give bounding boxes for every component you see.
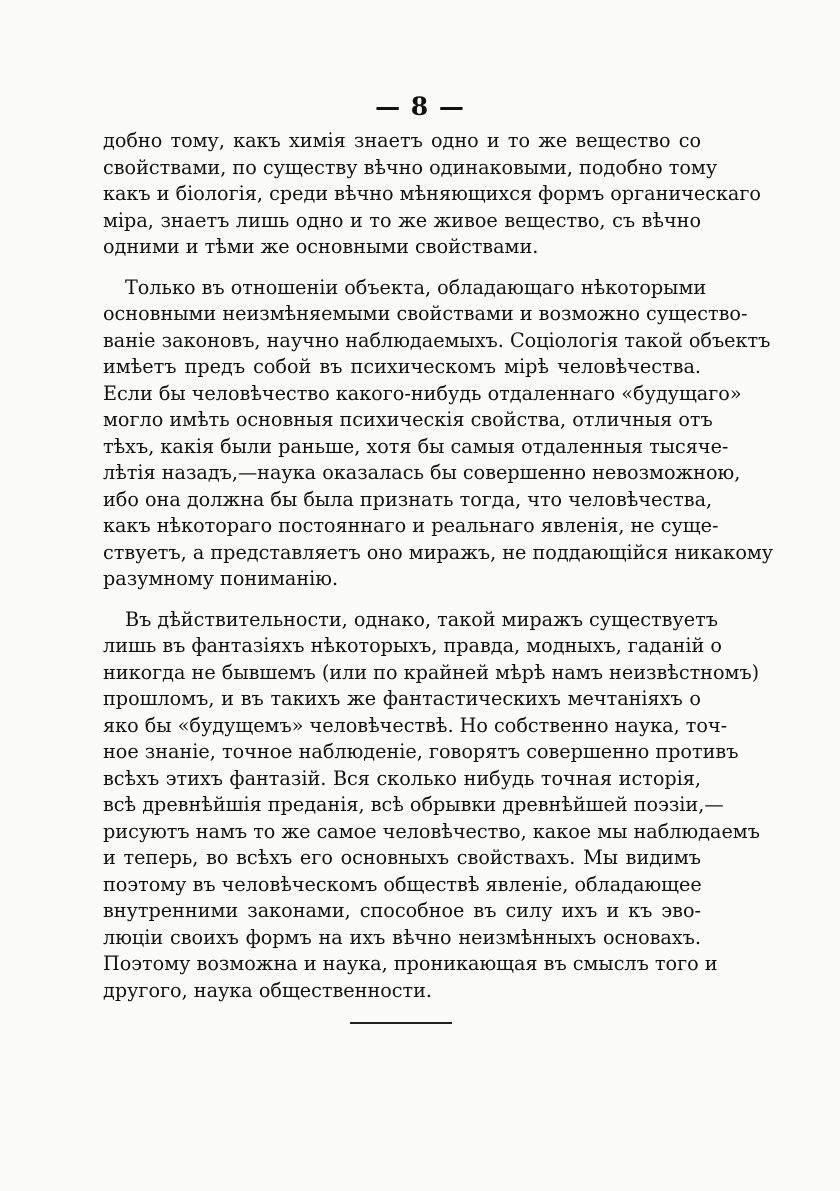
text-line: основными неизмѣняемыми свойствами и возможно существо-	[103, 302, 748, 325]
text-line: всѣ древнѣйшія преданія, всѣ обрывки древнѣйшей поэзіи,—	[103, 793, 724, 816]
text-line: тѣхъ, какія были раньше, хотя бы самыя отдаленныя тысяче-	[103, 434, 729, 458]
paragraph-2	[103, 275, 774, 593]
text-line: другого, наука общественности.	[103, 978, 433, 1002]
text-line: ное знаніе, точное наблюденіе, говорятъ совершенно противъ	[103, 740, 739, 763]
text-line: разумному пониманію.	[103, 567, 339, 590]
text-line: одними и тѣми же основными свойствами.	[103, 235, 539, 258]
text-line: Если бы человѣчество какого-нибудь отдаленнаго «будущаго»	[103, 381, 742, 405]
paragraph-1	[103, 128, 761, 261]
text-line: міра, знаетъ лишь одно и то же живое вещество, съ вѣчно	[103, 208, 701, 232]
page-number: — 8 —	[375, 92, 465, 121]
text-line: и теперь, во всѣхъ его основныхъ свойствахъ. Мы видимъ	[103, 846, 701, 869]
text-line: внутренними законами, способное въ силу ихъ и къ эво-	[103, 899, 701, 922]
text-line: какъ нѣкотораго постояннаго и реальнаго явленія, не суще-	[103, 514, 719, 537]
text-line: ваніе законовъ, научно наблюдаемыхъ. Соціологія такой объектъ	[103, 328, 771, 352]
text-line: добно тому, какъ химія знаетъ одно и то же вещество со	[103, 129, 701, 152]
text-line: ибо она должна бы была признать тогда, что человѣчества,	[103, 487, 713, 511]
text-line: Въ дѣйствительности, однако, такой миражъ существуетъ	[125, 607, 718, 631]
text-line: свойствами, по существу вѣчно одинаковыми, подобно тому	[103, 155, 718, 179]
text-line: лишь въ фантазіяхъ нѣкоторыхъ, правда, модныхъ, гаданій о	[103, 634, 722, 657]
text-line: какъ и біологія, среди вѣчно мѣняющихся формъ органическаго	[103, 182, 761, 205]
text-line: имѣетъ предъ собой въ психическомъ мірѣ человѣчества.	[103, 355, 701, 378]
text-line: яко бы «будущемъ» человѣчествѣ. Но собственно наука, точ-	[103, 713, 728, 737]
text-line: прошломъ, и въ такихъ же фантастическихъ мечтаніяхъ о	[103, 687, 701, 710]
paragraph-3	[103, 607, 760, 1005]
closing-rule	[350, 1022, 452, 1024]
text-line: всѣхъ этихъ фантазій. Вся сколько нибудь точная исторія,	[103, 766, 701, 790]
text-line: лѣтія назадъ,—наука оказалась бы совершенно невозможною,	[103, 461, 741, 484]
text-line: поэтому въ человѣческомъ обществѣ явленіе, обладающее	[103, 872, 702, 896]
text-line: люціи своихъ формъ на ихъ вѣчно неизмѣнныхъ основахъ.	[103, 925, 701, 949]
text-line: рисуютъ намъ то же самое человѣчество, какое мы наблюдаемъ	[103, 819, 760, 843]
body-text	[103, 128, 774, 1018]
text-line: могло имѣть основныя психическія свойства, отличныя отъ	[103, 408, 713, 431]
text-line: Только въ отношеніи объекта, обладающаго нѣкоторыми	[125, 275, 707, 299]
text-line: никогда не бывшемъ (или по крайней мѣрѣ намъ неизвѣстномъ)	[103, 660, 760, 684]
text-line: Поэтому возможна и наука, проникающая въ смыслъ того и	[103, 952, 718, 975]
text-line: ствуетъ, а представляетъ оно миражъ, не поддающійся никакому	[103, 540, 774, 564]
